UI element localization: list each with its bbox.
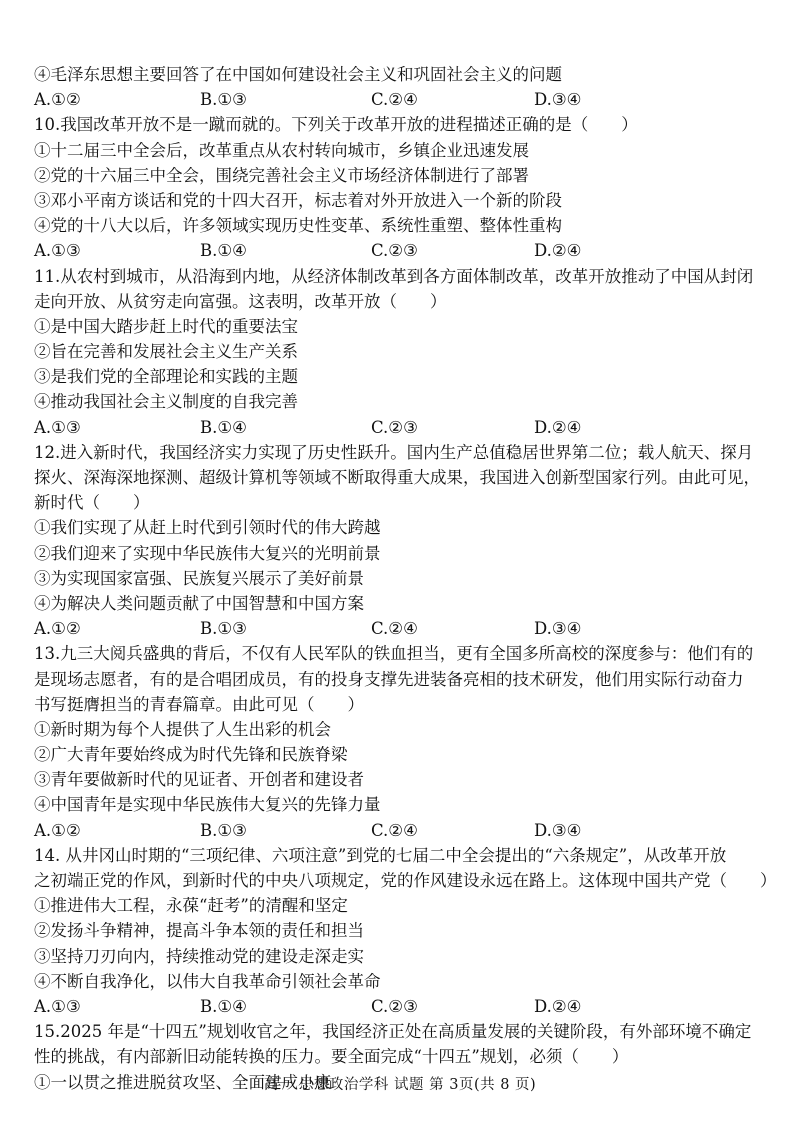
answer-option: D.③④ <box>534 820 582 840</box>
question-stem-line: 书写挺膺担当的青春篇章。由此可见（ ） <box>34 694 364 714</box>
question-stem-line: 11.从农村到城市，从沿海到内地，从经济体制改革到各方面体制改革，改革开放推动了中国从封闭 <box>34 266 754 286</box>
question-stem-line: 15.2025 年是“十四五”规划收官之年，我国经济正处在高质量发展的关键阶段，有外部环境不确定 <box>34 1022 752 1042</box>
answer-options <box>34 238 774 263</box>
statement-item: ②党的十六届三中全会，围绕完善社会主义市场经济体制进行了部署 <box>34 165 529 185</box>
answer-options <box>34 994 774 1019</box>
answer-option: C.②④ <box>371 820 418 840</box>
statement-item: ②我们迎来了实现中华民族伟大复兴的光明前景 <box>34 543 381 563</box>
answer-option: D.②④ <box>534 417 582 437</box>
question-stem-line: 是现场志愿者，有的是合唱团成员，有的投身支撑先进装备亮相的技术研发，他们用实际行动奋力 <box>34 669 744 689</box>
question-content <box>34 62 777 1095</box>
answer-option: D.②④ <box>534 996 582 1016</box>
answer-option: A.①③ <box>34 241 81 261</box>
statement-item: ③坚持刀刃向内，持续推动党的建设走深走实 <box>34 946 364 966</box>
answer-option: A.①③ <box>34 417 81 437</box>
answer-option: B.①③ <box>200 90 247 110</box>
statement-item: ③青年要做新时代的见证者、开创者和建设者 <box>34 770 364 790</box>
statement-item: ④推动我国社会主义制度的自我完善 <box>34 392 298 412</box>
answer-option: B.①③ <box>200 820 247 840</box>
question-stem-line: 10.我国改革开放不是一蹴而就的。下列关于改革开放的进程描述正确的是（ ） <box>34 115 638 135</box>
statement-item: ②广大青年要始终成为时代先锋和民族脊梁 <box>34 745 348 765</box>
answer-option: A.①② <box>34 820 81 840</box>
answer-option: C.②④ <box>371 90 418 110</box>
question-stem-line: 性的挑战，有内部新旧动能转换的压力。要全面完成“十四五”规划，必须（ ） <box>34 1047 629 1067</box>
statement-item: ③为实现国家富强、民族复兴展示了美好前景 <box>34 568 364 588</box>
answer-option: A.①③ <box>34 996 81 1016</box>
question-stem-line: 13.九三大阅兵盛典的背后，不仅有人民军队的铁血担当，更有全国多所高校的深度参与：他们有的 <box>34 644 754 664</box>
statement-item: ②发扬斗争精神，提高斗争本领的责任和担当 <box>34 921 364 941</box>
answer-option: D.③④ <box>534 619 582 639</box>
statement-item: ④党的十八大以后，许多领域实现历史性变革、系统性重塑、整体性重构 <box>34 216 562 236</box>
answer-option: D.③④ <box>534 90 582 110</box>
answer-option: B.①④ <box>200 417 247 437</box>
answer-option: B.①③ <box>200 619 247 639</box>
answer-option: C.②④ <box>371 619 418 639</box>
question-stem-line: 新时代（ ） <box>34 493 150 513</box>
question-stem-line: 走向开放、从贫穷走向富强。这表明，改革开放（ ） <box>34 291 447 311</box>
statement-item: ①我们实现了从赶上时代到引领时代的伟大跨越 <box>34 518 381 538</box>
answer-option: C.②③ <box>371 417 418 437</box>
statement-item: ④不断自我净化，以伟大自我革命引领社会革命 <box>34 971 381 991</box>
answer-options <box>34 616 774 641</box>
statement-item: ④中国青年是实现中华民族伟大复兴的先锋力量 <box>34 795 381 815</box>
answer-options <box>34 818 774 843</box>
answer-options <box>34 415 774 440</box>
statement-item: ③是我们党的全部理论和实践的主题 <box>34 367 298 387</box>
statement-item: ①十二届三中全会后，改革重点从农村转向城市，乡镇企业迅速发展 <box>34 140 529 160</box>
statement-item: ①新时期为每个人提供了人生出彩的机会 <box>34 719 331 739</box>
question-stem-line: 12.进入新时代，我国经济实力实现了历史性跃升。国内生产总值稳居世界第二位；载人航天、探月 <box>34 442 754 462</box>
answer-option: B.①④ <box>200 241 247 261</box>
statement-item: ①是中国大踏步赶上时代的重要法宝 <box>34 316 298 336</box>
statement-item: ④为解决人类问题贡献了中国智慧和中国方案 <box>34 593 364 613</box>
statement-item: ①推进伟大工程，永葆“赶考”的清醒和坚定 <box>34 896 348 916</box>
page-footer: 高一 思想政治学科 试题 第 3页(共 8 页) <box>263 1077 537 1093</box>
statement-item: ①一以贯之推进脱贫攻坚、全面建成小康 <box>34 1072 331 1092</box>
answer-option: A.①② <box>34 90 81 110</box>
question-stem-line: 之初端正党的作风，到新时代的中央八项规定，党的作风建设永远在路上。这体现中国共产党（ ） <box>34 871 777 890</box>
answer-option: C.②③ <box>371 996 418 1016</box>
statement-item: ②旨在完善和发展社会主义生产关系 <box>34 342 298 362</box>
statement-item: ④毛泽东思想主要回答了在中国如何建设社会主义和巩固社会主义的问题 <box>34 65 562 84</box>
answer-options <box>34 87 774 112</box>
answer-option: A.①② <box>34 619 81 639</box>
statement-item: ③邓小平南方谈话和党的十四大召开，标志着对外开放进入一个新的阶段 <box>34 190 562 210</box>
answer-option: C.②③ <box>371 241 418 261</box>
question-stem-line: 14. 从井冈山时期的“三项纪律、六项注意”到党的七届二中全会提出的“六条规定”，从改革开放 <box>34 845 727 865</box>
answer-option: B.①④ <box>200 996 247 1016</box>
answer-option: D.②④ <box>534 241 582 261</box>
question-stem-line: 探火、深海深地探测、超级计算机等领域不断取得重大成果，我国进入创新型国家行列。由此可见， <box>34 468 760 487</box>
